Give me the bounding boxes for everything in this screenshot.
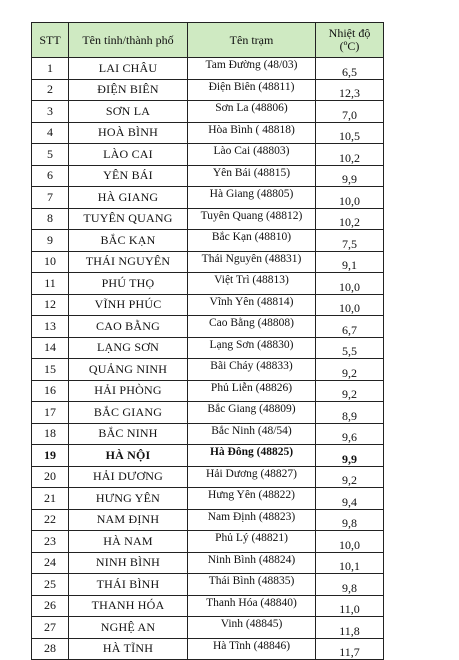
cell-temperature: 9,1: [316, 251, 384, 273]
cell-stt: 28: [32, 638, 69, 660]
cell-station: Phủ Lý (48821): [188, 531, 316, 553]
cell-province: HẢI DƯƠNG: [69, 466, 188, 488]
table-row: [32, 552, 384, 574]
cell-stt: 1: [32, 58, 69, 80]
cell-province: HÀ GIANG: [69, 187, 188, 209]
cell-province: BẮC NINH: [69, 423, 188, 445]
cell-province: LAI CHÂU: [69, 58, 188, 80]
cell-temperature: 11,7: [316, 638, 384, 660]
cell-temperature: 10,0: [316, 531, 384, 553]
cell-stt: 27: [32, 617, 69, 639]
table-row: [32, 466, 384, 488]
cell-temperature: 6,5: [316, 58, 384, 80]
cell-stt: 4: [32, 122, 69, 144]
table-row: [32, 208, 384, 230]
table-row: [32, 423, 384, 445]
cell-station: Vinh (48845): [188, 617, 316, 639]
cell-stt: 14: [32, 337, 69, 359]
cell-stt: 12: [32, 294, 69, 316]
cell-province: HOÀ BÌNH: [69, 122, 188, 144]
table-row: [32, 316, 384, 338]
cell-stt: 22: [32, 509, 69, 531]
cell-station: Nam Định (48823): [188, 509, 316, 531]
cell-temperature: 7,0: [316, 101, 384, 123]
cell-temperature: 9,9: [316, 165, 384, 187]
table-row: [32, 251, 384, 273]
cell-stt: 13: [32, 316, 69, 338]
cell-province: LẠNG SƠN: [69, 337, 188, 359]
cell-station: Phủ Liễn (48826): [188, 380, 316, 402]
cell-stt: 26: [32, 595, 69, 617]
cell-temperature: 9,2: [316, 466, 384, 488]
table-row: [32, 230, 384, 252]
header-row: [32, 23, 384, 58]
cell-temperature: 9,2: [316, 380, 384, 402]
cell-temperature: 9,4: [316, 488, 384, 510]
cell-province: NGHỆ AN: [69, 617, 188, 639]
cell-station: Điện Biên (48811): [188, 79, 316, 101]
cell-station: Hòa Bình ( 48818): [188, 122, 316, 144]
cell-stt: 8: [32, 208, 69, 230]
cell-province: THÁI NGUYÊN: [69, 251, 188, 273]
cell-stt: 6: [32, 165, 69, 187]
cell-province: SƠN LA: [69, 101, 188, 123]
cell-temperature: 9,6: [316, 423, 384, 445]
cell-station: Thái Bình (48835): [188, 574, 316, 596]
cell-province: HÀ NAM: [69, 531, 188, 553]
cell-province: NINH BÌNH: [69, 552, 188, 574]
cell-temperature: 9,2: [316, 359, 384, 381]
cell-province: THÁI BÌNH: [69, 574, 188, 596]
table-row: [32, 380, 384, 402]
cell-stt: 9: [32, 230, 69, 252]
table-row: [32, 531, 384, 553]
header-temperature-line1: Nhiệt độ: [328, 26, 371, 40]
cell-province: PHÚ THỌ: [69, 273, 188, 295]
cell-stt: 19: [32, 445, 69, 467]
cell-temperature: 10,0: [316, 273, 384, 295]
table-row: [32, 79, 384, 101]
cell-station: Việt Trì (48813): [188, 273, 316, 295]
cell-station: Bãi Cháy (48833): [188, 359, 316, 381]
cell-stt: 20: [32, 466, 69, 488]
cell-province: BẮC GIANG: [69, 402, 188, 424]
cell-temperature: 10,0: [316, 187, 384, 209]
table-row: [32, 273, 384, 295]
cell-temperature: 6,7: [316, 316, 384, 338]
cell-province: QUẢNG NINH: [69, 359, 188, 381]
cell-temperature: 10,2: [316, 144, 384, 166]
table-row: [32, 574, 384, 596]
cell-temperature: 10,5: [316, 122, 384, 144]
cell-stt: 11: [32, 273, 69, 295]
cell-province: VĨNH PHÚC: [69, 294, 188, 316]
table-row: [32, 165, 384, 187]
cell-temperature: 12,3: [316, 79, 384, 101]
cell-stt: 21: [32, 488, 69, 510]
table-row: [32, 122, 384, 144]
cell-station: Hà Giang (48805): [188, 187, 316, 209]
table-row: [32, 509, 384, 531]
cell-stt: 15: [32, 359, 69, 381]
cell-station: Hà Tĩnh (48846): [188, 638, 316, 660]
table-header: [32, 23, 384, 58]
cell-station: Thái Nguyên (48831): [188, 251, 316, 273]
cell-stt: 18: [32, 423, 69, 445]
table-row: [32, 58, 384, 80]
cell-temperature: 9,9: [316, 445, 384, 467]
cell-province: HÀ NỘI: [69, 445, 188, 467]
cell-stt: 16: [32, 380, 69, 402]
table-row: [32, 359, 384, 381]
cell-station: Sơn La (48806): [188, 101, 316, 123]
cell-station: Bắc Ninh (48/54): [188, 423, 316, 445]
cell-temperature: 11,8: [316, 617, 384, 639]
cell-temperature: 10,1: [316, 552, 384, 574]
cell-station: Lạng Sơn (48830): [188, 337, 316, 359]
cell-stt: 7: [32, 187, 69, 209]
cell-temperature: 9,8: [316, 509, 384, 531]
cell-stt: 10: [32, 251, 69, 273]
cell-province: HƯNG YÊN: [69, 488, 188, 510]
cell-province: TUYÊN QUANG: [69, 208, 188, 230]
table-row: [32, 337, 384, 359]
cell-station: Thanh Hóa (48840): [188, 595, 316, 617]
cell-station: Vĩnh Yên (48814): [188, 294, 316, 316]
cell-station: Ninh Bình (48824): [188, 552, 316, 574]
cell-province: LÀO CAI: [69, 144, 188, 166]
cell-station: Tam Đường (48/03): [188, 58, 316, 80]
cell-stt: 23: [32, 531, 69, 553]
cell-province: YÊN BÁI: [69, 165, 188, 187]
cell-province: HẢI PHÒNG: [69, 380, 188, 402]
cell-temperature: 11,0: [316, 595, 384, 617]
cell-province: HÀ TĨNH: [69, 638, 188, 660]
cell-station: Bắc Kạn (48810): [188, 230, 316, 252]
table-row: [32, 617, 384, 639]
header-temperature: [316, 23, 384, 58]
cell-temperature: 5,5: [316, 337, 384, 359]
header-temperature-unit: (ºC): [339, 39, 360, 53]
cell-station: Tuyên Quang (48812): [188, 208, 316, 230]
cell-province: ĐIỆN BIÊN: [69, 79, 188, 101]
cell-stt: 5: [32, 144, 69, 166]
cell-station: Hải Dương (48827): [188, 466, 316, 488]
cell-province: THANH HÓA: [69, 595, 188, 617]
cell-station: Cao Bằng (48808): [188, 316, 316, 338]
table-row: [32, 101, 384, 123]
cell-temperature: 10,0: [316, 294, 384, 316]
cell-province: CAO BẰNG: [69, 316, 188, 338]
cell-temperature: 8,9: [316, 402, 384, 424]
table-row: [32, 638, 384, 660]
table-body: [32, 58, 384, 660]
cell-station: Lào Cai (48803): [188, 144, 316, 166]
table-row: [32, 445, 384, 467]
cell-stt: 2: [32, 79, 69, 101]
cell-station: Hà Đông (48825): [188, 445, 316, 467]
table-row: [32, 187, 384, 209]
temperature-table: [31, 22, 384, 660]
cell-temperature: 7,5: [316, 230, 384, 252]
cell-station: Bắc Giang (48809): [188, 402, 316, 424]
header-province: Tên tỉnh/thành phố: [69, 23, 188, 58]
header-station: Tên trạm: [188, 23, 316, 58]
cell-stt: 25: [32, 574, 69, 596]
cell-province: NAM ĐỊNH: [69, 509, 188, 531]
cell-station: Hưng Yên (48822): [188, 488, 316, 510]
cell-temperature: 9,8: [316, 574, 384, 596]
cell-province: BẮC KẠN: [69, 230, 188, 252]
table-row: [32, 294, 384, 316]
temperature-table-sheet: [31, 22, 383, 660]
table-row: [32, 402, 384, 424]
table-row: [32, 488, 384, 510]
header-stt: STT: [32, 23, 69, 58]
cell-stt: 24: [32, 552, 69, 574]
cell-stt: 3: [32, 101, 69, 123]
cell-temperature: 10,2: [316, 208, 384, 230]
cell-stt: 17: [32, 402, 69, 424]
table-row: [32, 595, 384, 617]
table-row: [32, 144, 384, 166]
cell-station: Yên Bái (48815): [188, 165, 316, 187]
